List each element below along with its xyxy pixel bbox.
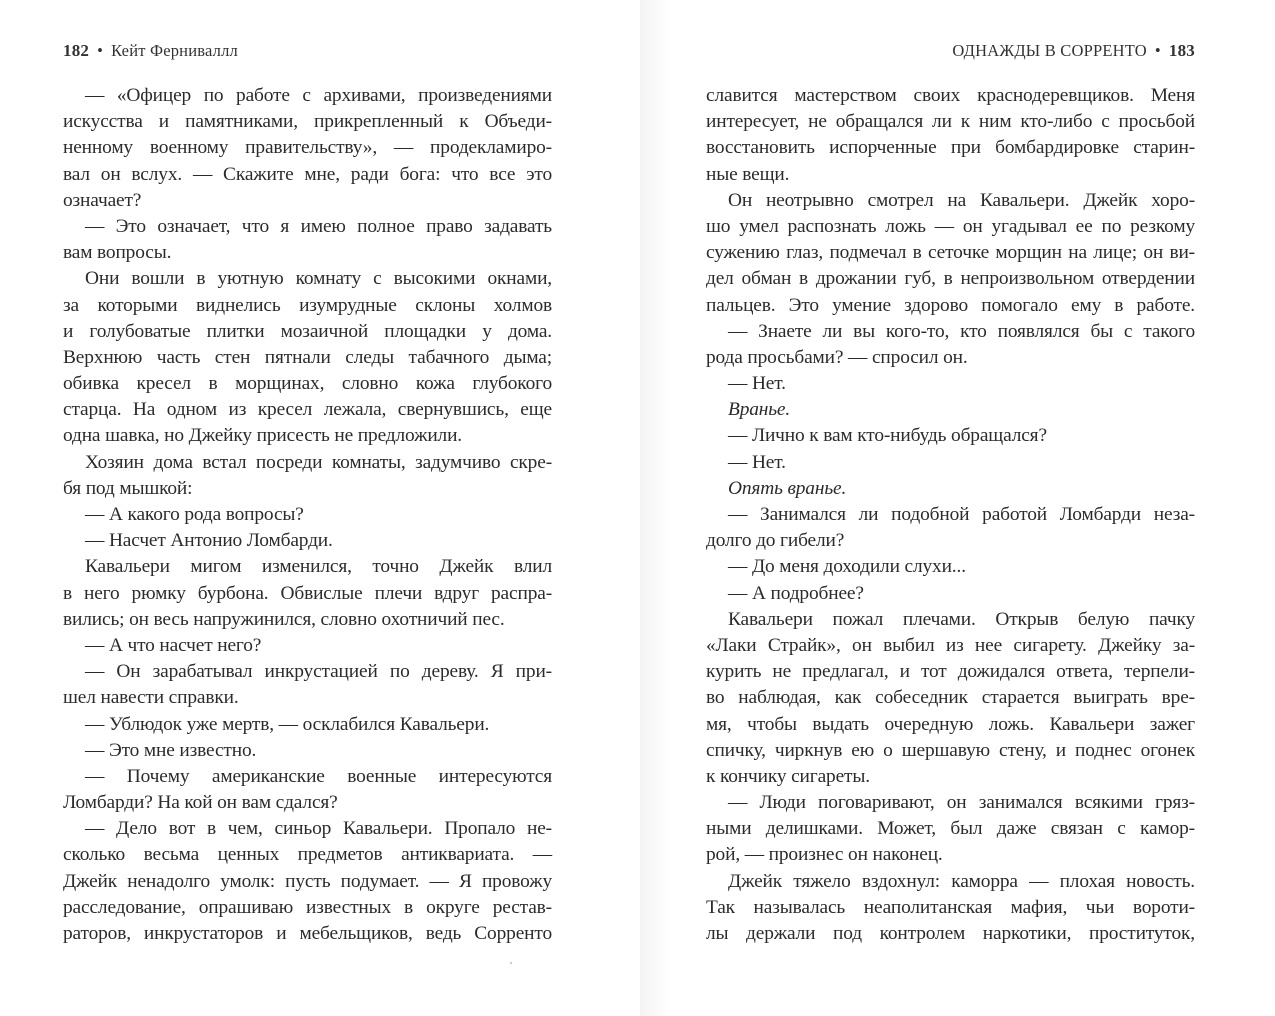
bullet-separator: • <box>97 41 104 60</box>
page-text <box>63 83 552 947</box>
text-line: сколько весьма ценных предметов антиквариата. — <box>63 844 552 866</box>
text-line: Они вошли в уютную комнату с высокими окнами, <box>85 268 552 290</box>
text-line: во наблюдая, как собеседник старается выиграть вре- <box>706 687 1195 709</box>
text-line: рой, — произнес он наконец. <box>706 844 943 866</box>
text-line: — Это означает, что я имею полное право задавать <box>85 215 552 237</box>
text-line: славится мастерством своих краснодеревщиков. Меня <box>706 85 1195 106</box>
text-line: одна шавка, но Джейку присесть не предложили. <box>63 425 463 447</box>
right-page <box>640 0 1275 1016</box>
text-line: курить не предлагал, и тот дожидался ответа, терпели- <box>706 661 1195 683</box>
text-line: Опять вранье. <box>728 477 847 499</box>
text-line: Вранье. <box>728 399 791 421</box>
text-line: — Дело вот в чем, синьор Кавальери. Пропало не- <box>85 818 552 840</box>
text-line: Кавальери мигом изменился, точно Джейк влил <box>85 556 552 578</box>
text-line: в него рюмку бурбона. Обвислые плечи вдруг распра- <box>63 582 552 604</box>
text-line: бя под мышкой: <box>63 477 193 499</box>
text-line: ные вещи. <box>706 163 790 185</box>
text-line: рода просьбами? — спросил он. <box>706 346 968 368</box>
text-line: — Нет. <box>728 451 786 473</box>
text-line: — Он зарабатывал инкрустацией по дереву. Я при- <box>85 661 552 683</box>
running-header-left <box>63 41 238 61</box>
text-line: шел навести справки. <box>63 687 239 709</box>
text-line: обивка кресел в морщинах, словно кожа глубокого <box>63 373 552 395</box>
text-line: Хозяин дома встал посреди комнаты, задумчиво скре- <box>85 451 552 473</box>
text-line: пальцев. Это умение здорово помогало ему в работе. <box>706 294 1195 316</box>
text-line: ненному военному правительству», — продекламиро- <box>63 137 552 159</box>
text-line: — Насчет Антонио Ломбарди. <box>85 530 333 552</box>
text-line: — Ублюдок уже мертв, — осклабился Кавальери. <box>85 713 490 735</box>
text-line: — Почему американские военные интересуются <box>85 765 552 787</box>
text-line: к кончику сигареты. <box>706 765 870 787</box>
text-line: восстановить испорченные при бомбардировке старин- <box>706 137 1195 159</box>
text-line: и голубоватые плитки мозаичной площадки у дома. <box>63 320 552 342</box>
text-line: — «Офицер по работе с архивами, произведениями <box>85 85 552 106</box>
text-line: сужению глаз, подмечал в сеточке морщин на лице; он ви- <box>706 242 1195 264</box>
text-line: долго до гибели? <box>706 530 845 552</box>
running-head-author: Кейт Ферниваллл <box>111 41 238 60</box>
text-line: — Занимался ли подобной работой Ломбарди неза- <box>728 504 1195 525</box>
text-line: шо умел распознать ложь — он угадывал ее по резкому <box>706 215 1195 237</box>
text-line: старца. На одном из кресел лежала, свернувшись, еще <box>63 399 552 421</box>
running-header-right <box>952 41 1195 61</box>
text-line: Он неотрывно смотрел на Кавальери. Джейк хоро- <box>728 189 1195 211</box>
text-line: — Лично к вам кто-нибудь обращался? <box>728 425 1047 447</box>
text-line: Верхнюю часть стен пятнали следы табачного дыма; <box>63 346 552 368</box>
page-number: 183 <box>1168 41 1195 60</box>
text-line: Джейк ненадолго умолк: пусть подумает. — Я провожу <box>63 870 552 892</box>
text-line: Ломбарди? На кой он вам сдался? <box>63 792 338 814</box>
text-line: Кавальери пожал плечами. Открыв белую пачку <box>728 608 1195 630</box>
text-line: означает? <box>63 189 142 211</box>
text-line: мя, чтобы выдать очередную ложь. Кавальери зажег <box>706 713 1195 735</box>
text-line: — До меня доходили слухи... <box>728 556 966 578</box>
text-line: спичку, чиркнув ею о шершавую стену, и поднес огонек <box>706 739 1195 761</box>
text-line: «Лаки Страйк», он выбил из нее сигарету. Джейку за- <box>706 634 1195 656</box>
page-number: 182 <box>63 41 90 60</box>
text-line: за которыми виднелись изумрудные склоны холмов <box>63 294 552 316</box>
text-line: вам вопросы. <box>63 242 172 264</box>
text-line: — Это мне известно. <box>85 739 257 761</box>
page-text <box>706 83 1195 947</box>
text-line: — А что насчет него? <box>85 634 262 656</box>
text-line: лы держали под контролем наркотики, проституток, <box>706 923 1195 944</box>
text-line: — Нет. <box>728 373 786 395</box>
text-line: раторов, инкрустаторов и мебельщиков, ведь Сорренто <box>63 923 552 944</box>
text-line: — А какого рода вопросы? <box>85 504 304 525</box>
scan-speck <box>510 962 512 964</box>
text-line: дел обман в дрожании губ, в непроизвольном отвердении <box>706 268 1195 290</box>
text-line: интересует, не обращался ли к ним кто-либо с просьбой <box>706 111 1195 133</box>
text-line: искусства и памятниками, прикрепленный к Объеди- <box>63 111 552 133</box>
bullet-separator: • <box>1154 41 1161 60</box>
text-line: ными делишками. Может, был даже связан с камор- <box>706 818 1195 840</box>
text-line: — Знаете ли вы кого-то, кто появлялся бы с такого <box>728 320 1195 342</box>
text-line: — Люди поговаривают, он занимался всякими гряз- <box>728 792 1195 814</box>
running-head-title: ОДНАЖДЫ В СОРРЕНТО <box>952 41 1147 60</box>
text-line: Джейк тяжело вздохнул: каморра — плохая новость. <box>728 870 1195 892</box>
text-line: вились; он весь напружинился, словно охотничий пес. <box>63 608 505 630</box>
text-line: вал он вслух. — Скажите мне, ради бога: что все это <box>63 163 552 185</box>
text-line: Так называлась неаполитанская мафия, чьи вороти- <box>706 896 1195 918</box>
text-line: — А подробнее? <box>728 582 864 604</box>
text-line: расследование, опрашиваю известных в округе рестав- <box>63 896 552 918</box>
